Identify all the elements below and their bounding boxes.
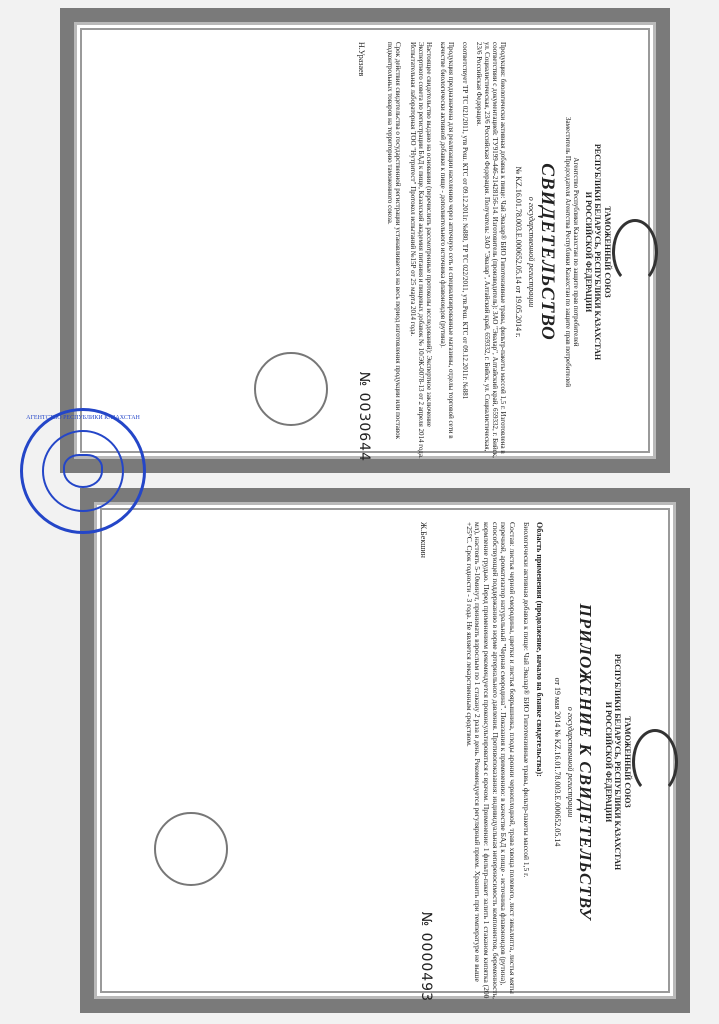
top-body-1: Продукция: биологически активная добавка к пище: Чай Эвалар® БИО Гипотензивные травы, фильтр-пакеты массой 1,5 г. Изготовлена в соответствии с документацией: ТУ9199-446-21428156-14. Изготовитель (производитель): ЗАО "Эвалар", Алтайский край, 659332, г. Бийск, ул. Социалистическая, 23/6 Российская Федерация. Получатель: ЗАО "Эвалар", Алтайский край, 659332, г. Бийск, ул. Социалистическая, 23/6 Российская Федерация. xyxy=(474,42,507,458)
top-number: № 0030644 xyxy=(356,371,373,462)
annex-logo-icon xyxy=(632,729,678,795)
certificate-top xyxy=(60,8,670,473)
top-body-3: Продукция предназначена для реализации населению через аптечную сеть и специализированные магазины, отделы торговой сети в качестве биологически активной добавки к пище - дополнительного источника флавоноидов (рутина). xyxy=(438,42,455,439)
top-body-2: соответствует ТР ТС 021/2011, утв Реш. КТС от 09.12.2011г. №880, ТР ТС 022/2011, утв.Реш. КТС от 09.12.2011г. №881 xyxy=(460,42,469,400)
certificate-annex-content xyxy=(114,512,684,1012)
top-seal-icon xyxy=(254,352,328,426)
top-deputy: Заместитель Председателя Агентства Республики Казахстан по защите прав потребителей xyxy=(564,117,573,387)
stamp-text: АГЕНТСТВО РЕСПУБЛИКИ КАЗАХСТАН xyxy=(26,415,140,421)
annex-title: ПРИЛОЖЕНИЕ К СВИДЕТЕЛЬСТВУ xyxy=(576,603,596,921)
top-subtitle: о государственной регистрации xyxy=(527,196,537,308)
top-title: СВИДЕТЕЛЬСТВО xyxy=(537,163,559,341)
annex-subtitle: о государственной регистрации xyxy=(566,706,576,818)
annex-body-2: Состав: листья черной смородины, цветки и листья боярышника, плоды аронии черноплодной, трава хвоща полевого, лист эвкалипта, листья мяты перечной, ароматизатор натуральный "Черная смородина". Показания к применению: в качестве БАД к пище - источника флавоноидов (рутина), способствующей поддержанию в норме артериального давления. Противопоказания: индивидуальная непереносимость компонентов, беременность, кормление грудью. Перед применением рекомендуется проконсультироваться с врачом. Применение: 1 фильтр-пакет залить 1 стаканом кипятка (200 мл), настоять 5-10минут, принимать взрослым по 1 стакану 2 раза в день. Рекомендуется регулярный прием. Хранить при температуре не выше +25°С. Срок годности - 3 года. Не является лекарственным средством. xyxy=(464,522,517,999)
top-header-line1: ТАМОЖЕННЫЙ СОЮЗ xyxy=(603,206,612,298)
annex-signer: Ж.Бекшин xyxy=(418,522,428,558)
annex-area-label: Область применения (продолжение, начало на бланке свидетельства): xyxy=(535,522,545,777)
official-stamp-icon xyxy=(20,408,146,534)
top-header-line3: И РОССИЙСКОЙ ФЕДЕРАЦИИ xyxy=(583,191,593,313)
top-logo-icon xyxy=(612,219,658,285)
top-signer: Н.Уразаев xyxy=(356,42,366,77)
top-reg-line: № KZ.16.01.78.003.E.000652.05.14 от 19.05.2014 г. xyxy=(513,166,523,338)
annex-seal-icon xyxy=(154,812,228,886)
top-body-4: Настоящее свидетельство выдано на основании (перечислить рассмотренные протоколы исследований): Экспертное заключение Экспертного совета по регистрации БАД к пище, Казахский академия питания и пищевых добавок № 10/ЭК-0078-13 от 2 апреля 2014 года. Испытательная лабораторная ТОО "Нутритест" Протокол испытаний №15Р от 25 марта 2014 года. xyxy=(408,42,433,459)
top-authority: Агентство Республики Казахстан по защите прав потребителей xyxy=(572,157,581,347)
annex-header-line2: РЕСПУБЛИКИ БЕЛАРУСЬ, РЕСПУБЛИКИ КАЗАХСТАН xyxy=(613,653,623,871)
annex-number: № 0000493 xyxy=(418,911,435,1002)
top-header-line2: РЕСПУБЛИКИ БЕЛАРУСЬ, РЕСПУБЛИКИ КАЗАХСТАН xyxy=(593,143,603,361)
annex-header-line3: И РОССИЙСКОЙ ФЕДЕРАЦИИ xyxy=(603,701,613,823)
annex-header-line1: ТАМОЖЕННЫЙ СОЮЗ xyxy=(623,716,632,808)
certificate-top-content xyxy=(94,32,664,472)
top-body-5: Срок действия свидетельства о государственной регистрации устанавливается на весь период изготовления продукции или поставок подконтрольных товаров на территорию таможенного союза. xyxy=(386,42,403,440)
certificate-annex xyxy=(80,488,690,1013)
annex-body-1: Биологически активная добавка к пище: Чай Эвалар® БИО Гипотензивные травы, фильтр-пакеты массой 1,5 г. xyxy=(522,522,532,878)
annex-reg-line: от 19 мая 2014 № KZ.16.01.78.003.E.000652.05.14 xyxy=(552,677,562,847)
